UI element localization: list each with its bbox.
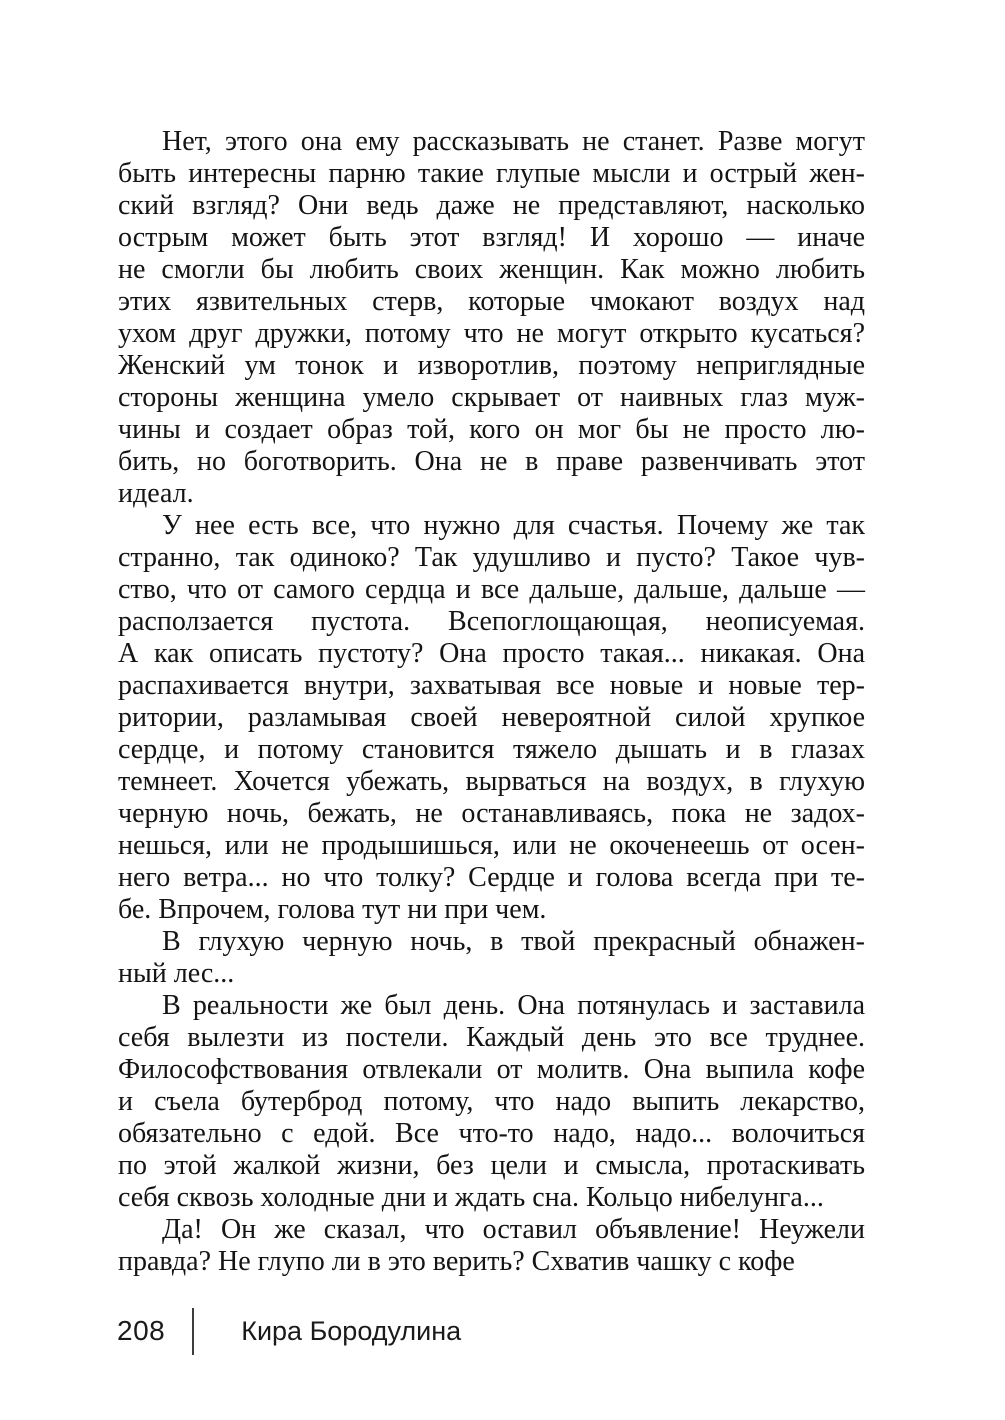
text-line: него ветра... но что толку? Сердце и голова всегда при те- bbox=[118, 862, 865, 893]
text-line: сердце, и потому становится тяжело дышать и в глазах bbox=[118, 734, 865, 765]
text-line: ный лес... bbox=[118, 958, 235, 989]
text-line: правда? Не глупо ли в это верить? Схватив чашку с кофе bbox=[118, 1246, 795, 1277]
text-line: темнеет. Хочется убежать, вырваться на воздух, в глухую bbox=[118, 766, 865, 797]
text-line: ство, что от самого сердца и все дальше, дальше, дальше — bbox=[118, 574, 865, 605]
text-line: острым может быть этот взгляд! И хорошо — иначе bbox=[118, 222, 865, 253]
text-line: У нее есть все, что нужно для счастья. Почему же так bbox=[162, 510, 865, 541]
text-line: чины и создает образ той, кого он мог бы не просто лю- bbox=[118, 414, 865, 445]
text-line: не смогли бы любить своих женщин. Как можно любить bbox=[118, 254, 865, 285]
text-line: и съела бутерброд потому, что надо выпить лекарство, bbox=[118, 1086, 865, 1117]
text-line: Нет, этого она ему рассказывать не станет. Разве могут bbox=[162, 126, 865, 157]
page-text bbox=[118, 126, 865, 1278]
text-line: ритории, разламывая своей невероятной силой хрупкое bbox=[118, 702, 865, 733]
page-footer bbox=[117, 1305, 461, 1357]
text-line: черную ночь, бежать, не останавливаясь, пока не задох- bbox=[118, 798, 865, 829]
text-line: нешься, или не продышишься, или не окоченеешь от осен- bbox=[118, 830, 865, 861]
text-line: странно, так одиноко? Так удушливо и пусто? Такое чув- bbox=[118, 542, 865, 573]
text-line: себя сквозь холодные дни и ждать сна. Кольцо нибелунга... bbox=[118, 1182, 824, 1213]
text-line: по этой жалкой жизни, без цели и смысла, протаскивать bbox=[118, 1150, 865, 1181]
text-line: А как описать пустоту? Она просто такая... никакая. Она bbox=[118, 638, 865, 669]
running-author: Кира Бородулина bbox=[241, 1315, 462, 1346]
text-line: стороны женщина умело скрывает от наивных глаз муж- bbox=[118, 382, 865, 413]
text-line: себя вылезти из постели. Каждый день это все труднее. bbox=[118, 1022, 865, 1053]
text-line: ухом друг дружки, потому что не могут открыто кусаться? bbox=[118, 318, 865, 349]
text-line: этих язвительных стерв, которые чмокают воздух над bbox=[118, 286, 865, 317]
text-line: быть интересны парню такие глупые мысли и острый жен- bbox=[118, 158, 865, 189]
text-line: обязательно с едой. Все что-то надо, надо... волочиться bbox=[118, 1118, 865, 1149]
text-line: бить, но боготворить. Она не в праве развенчивать этот bbox=[118, 446, 865, 477]
text-line: расползается пустота. Всепоглощающая, неописуемая. bbox=[118, 606, 865, 637]
text-line: Да! Он же сказал, что оставил объявление! Неужели bbox=[162, 1214, 865, 1245]
text-line: распахивается внутри, захватывая все новые и новые тер- bbox=[118, 670, 865, 701]
text-line: идеал. bbox=[118, 478, 194, 509]
text-line: ский взгляд? Они ведь даже не представляют, насколько bbox=[118, 190, 865, 221]
text-line: бе. Впрочем, голова тут ни при чем. bbox=[118, 894, 547, 925]
page-number: 208 bbox=[117, 1315, 166, 1346]
text-line: Женский ум тонок и изворотлив, поэтому неприглядные bbox=[118, 350, 865, 381]
text-line: Философствования отвлекали от молитв. Она выпила кофе bbox=[118, 1054, 865, 1085]
text-line: В реальности же был день. Она потянулась и заставила bbox=[162, 990, 865, 1021]
footer-divider bbox=[192, 1308, 194, 1355]
text-line: В глухую черную ночь, в твой прекрасный обнажен- bbox=[162, 926, 865, 957]
